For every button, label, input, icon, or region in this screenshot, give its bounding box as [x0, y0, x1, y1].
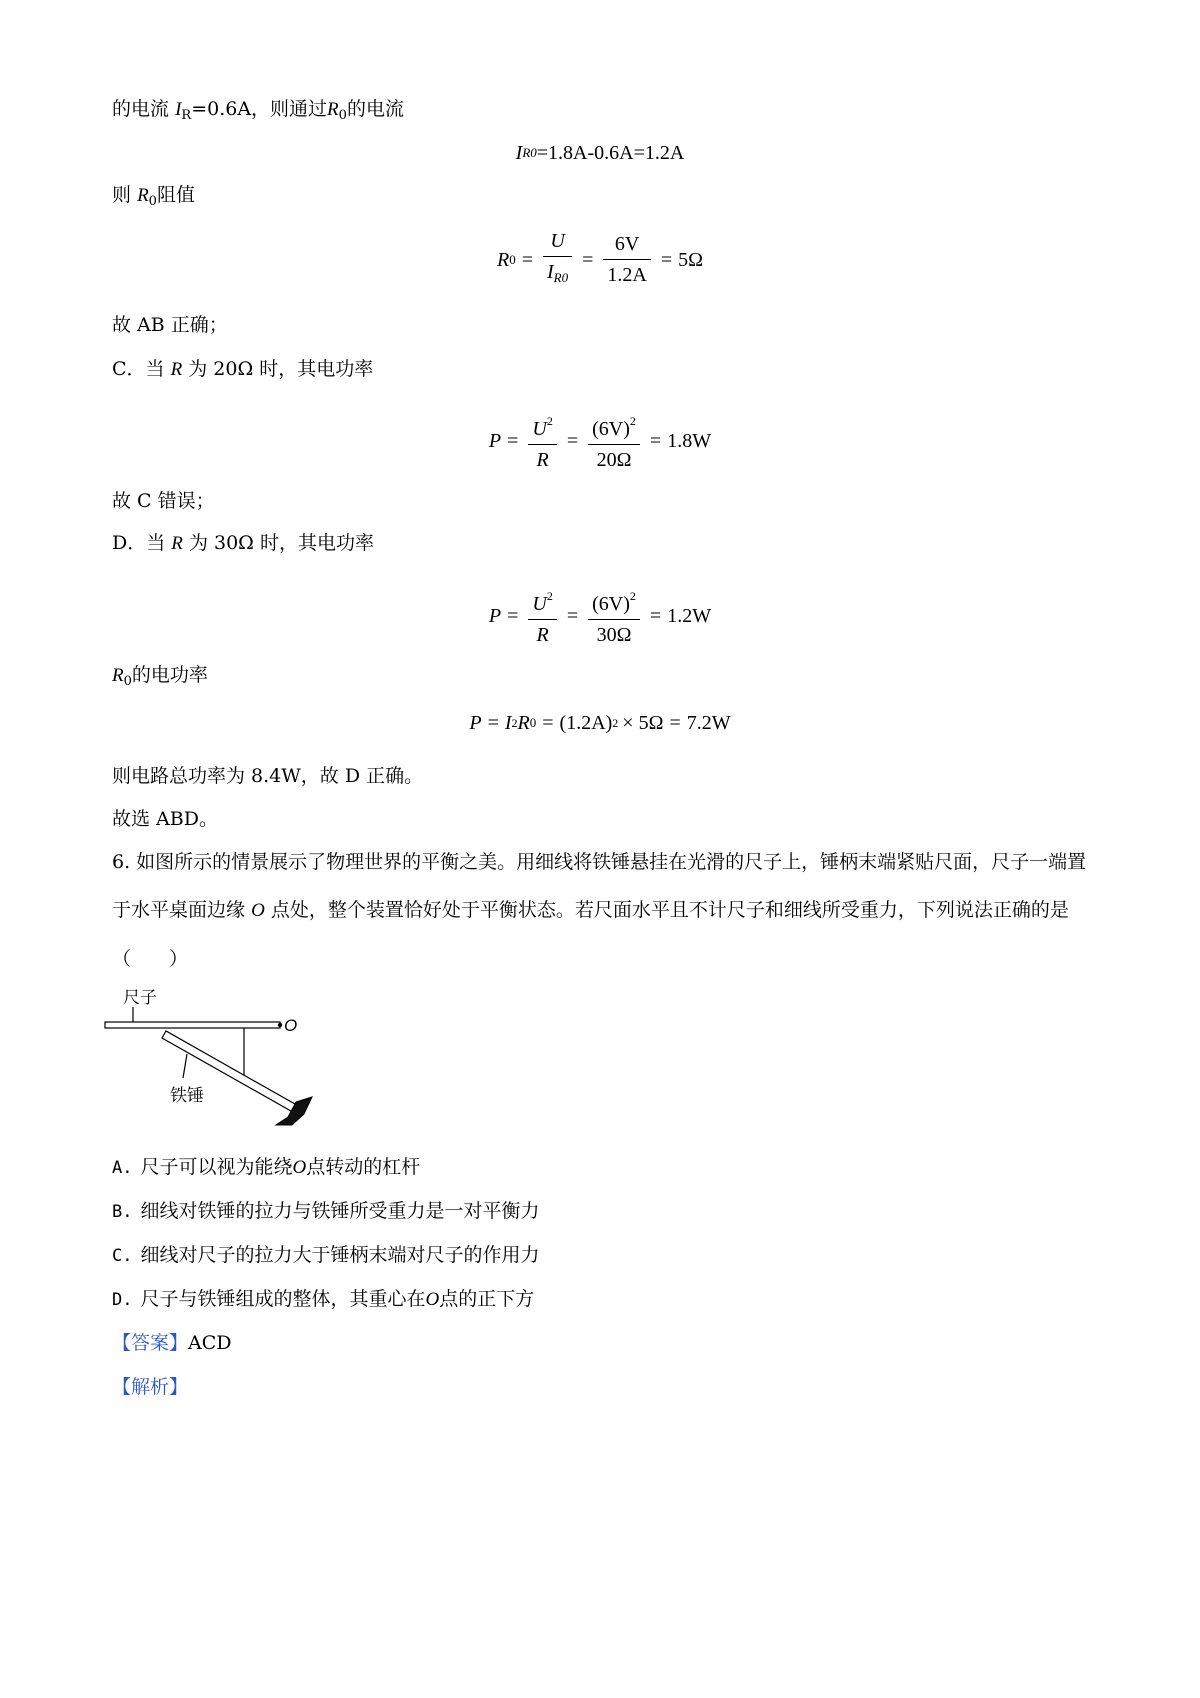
denominator: 1.2A [607, 264, 647, 286]
symbol-o: O [251, 900, 265, 921]
symbol-u: U [532, 418, 547, 440]
option-text: 尺子可以视为能绕 [140, 1156, 293, 1178]
equation-current-r0 [0, 140, 1200, 166]
option-c[interactable] [112, 1242, 540, 1269]
subscript: 0 [509, 251, 516, 267]
text-segment: C．当 [112, 358, 165, 380]
equals-sign: = [649, 429, 662, 452]
equation-r0-value [0, 228, 1200, 291]
symbol-r: R [137, 185, 149, 206]
symbol-i: I [515, 142, 523, 164]
equation-power-r0 [0, 710, 1200, 736]
figure-label-ruler: 尺子 [123, 988, 157, 1007]
hammer-label-leader [183, 1054, 187, 1078]
text-line: 则电路总功率为 8.4W，故 D 正确。 [112, 765, 424, 787]
equals-sign: = [521, 248, 533, 271]
answer-label: 【答案】 [112, 1332, 189, 1354]
symbol-r: R [112, 665, 124, 686]
superscript: 2 [546, 414, 553, 428]
text-segment: 为 30Ω 时，其电功率 [188, 532, 374, 554]
text-segment: 为 20Ω 时，其电功率 [188, 358, 374, 380]
text-segment: =0.6A，则通过 [191, 98, 328, 120]
symbol-r: R [496, 248, 510, 271]
equals-sign: = [649, 604, 662, 627]
text-segment: 6. 如图所示的情景展示了物理世界的平衡之美。用细线将铁锤悬挂在光滑的尺子上，锤柄末端紧贴尺面，尺子一端置于水平桌面边缘 [112, 851, 1087, 921]
equals-sign: = [507, 604, 519, 627]
pivot-point-o [278, 1023, 282, 1027]
fraction-values [588, 583, 640, 648]
option-d[interactable] [112, 1286, 534, 1313]
symbol-r: R [170, 359, 183, 380]
subscript: 0 [123, 674, 132, 689]
equation-power-20 [0, 408, 1200, 473]
term: (1.2A) [559, 712, 613, 734]
equals-sign: = [669, 712, 681, 734]
fraction-values [603, 231, 650, 288]
text-segment: 的电流 [346, 98, 404, 120]
symbol-p: P [488, 604, 502, 627]
equals-sign: = [566, 604, 579, 627]
text-line: 故 AB 正确； [112, 314, 228, 336]
denominator: R [536, 624, 549, 646]
text-segment: 的电流 [112, 98, 170, 120]
symbol-i: I [546, 261, 554, 283]
analysis-label: 【解析】 [112, 1376, 189, 1398]
symbol-p: P [488, 429, 502, 452]
equals-sign: = [566, 429, 579, 452]
text-segment: 阻值 [156, 184, 195, 206]
symbol-o: O [292, 1157, 307, 1178]
symbol-i: I [175, 99, 182, 120]
subscript: R [181, 108, 192, 123]
denominator: R [536, 449, 549, 471]
equals-sign: = [542, 712, 554, 734]
text-segment: 则 [112, 184, 132, 206]
equals-sign: = [487, 712, 499, 734]
denominator: 20Ω [596, 449, 632, 471]
term: × 5Ω [622, 712, 664, 734]
symbol-r: R [517, 712, 530, 734]
ruler-hammer-figure [100, 980, 350, 1140]
equation-body: =1.8A-0.6A=1.2A [536, 142, 685, 164]
option-text: 点转动的杠杆 [306, 1156, 421, 1178]
answer-value: ACD [188, 1332, 232, 1354]
subscript: 0 [338, 108, 347, 123]
option-letter: B. [112, 1202, 133, 1222]
subscript: R0 [522, 145, 537, 160]
text-segment: D．当 [112, 532, 166, 554]
equals-sign: = [660, 248, 673, 271]
text-line-option-d [112, 530, 374, 557]
result: 1.2W [667, 604, 712, 627]
symbol-r: R [171, 533, 183, 554]
symbol-o: O [425, 1289, 440, 1310]
equals-sign: = [507, 429, 519, 452]
text-line-current-r [112, 96, 404, 129]
figure-label-hammer: 铁锤 [170, 1086, 204, 1105]
text-line-option-c [112, 356, 373, 383]
ruler [105, 1022, 280, 1028]
answer-line [112, 1330, 232, 1356]
text-line-r0-power [112, 662, 208, 695]
result: 5Ω [678, 248, 703, 271]
option-b[interactable] [112, 1198, 540, 1225]
option-a[interactable] [112, 1154, 420, 1181]
equals-sign: = [582, 248, 594, 271]
result: 1.8W [667, 429, 712, 452]
superscript: 2 [629, 589, 636, 603]
numerator: (6V) [592, 418, 630, 440]
fraction-u2-over-r [528, 583, 556, 648]
text-segment: 的电功率 [131, 664, 208, 686]
subscript: 0 [529, 715, 537, 730]
superscript: 2 [629, 414, 636, 428]
numerator: U [543, 228, 572, 257]
option-letter: A. [112, 1158, 133, 1178]
fraction-u-over-i [543, 228, 572, 291]
symbol-p: P [469, 712, 482, 734]
fraction-u2-over-r [528, 408, 556, 473]
subscript: 0 [148, 194, 157, 209]
option-letter: C. [112, 1246, 133, 1266]
numerator: 6V [603, 231, 650, 260]
question-6-stem [112, 838, 1097, 983]
option-letter: D. [112, 1290, 133, 1310]
option-text: 细线对铁锤的拉力与铁锤所受重力是一对平衡力 [140, 1200, 540, 1222]
symbol-u: U [532, 593, 547, 615]
superscript: 2 [511, 716, 518, 730]
denominator: 30Ω [596, 624, 632, 646]
subscript: R0 [553, 270, 569, 285]
result: 7.2W [686, 712, 731, 734]
option-text: 细线对尺子的拉力大于锤柄末端对尺子的作用力 [140, 1244, 540, 1266]
equation-power-30 [0, 583, 1200, 648]
text-line: 故 C 错误； [112, 490, 215, 512]
text-line-r0-resistance [112, 182, 195, 215]
superscript: 2 [612, 716, 619, 730]
text-segment: 点处，整个装置恰好处于平衡状态。若尺面水平且不计尺子和细线所受重力，下列说法正确的是（ ） [112, 899, 1069, 970]
symbol-i: I [504, 712, 512, 734]
fraction-values [588, 408, 640, 473]
text-line: 故选 ABD。 [112, 808, 218, 830]
analysis-line [112, 1374, 188, 1400]
superscript: 2 [546, 589, 553, 603]
symbol-r: R [327, 99, 339, 120]
numerator: (6V) [592, 593, 630, 615]
option-text: 尺子与铁锤组成的整体，其重心在 [140, 1288, 426, 1310]
figure-label-o: O [284, 1016, 298, 1035]
option-text: 点的正下方 [439, 1288, 535, 1310]
